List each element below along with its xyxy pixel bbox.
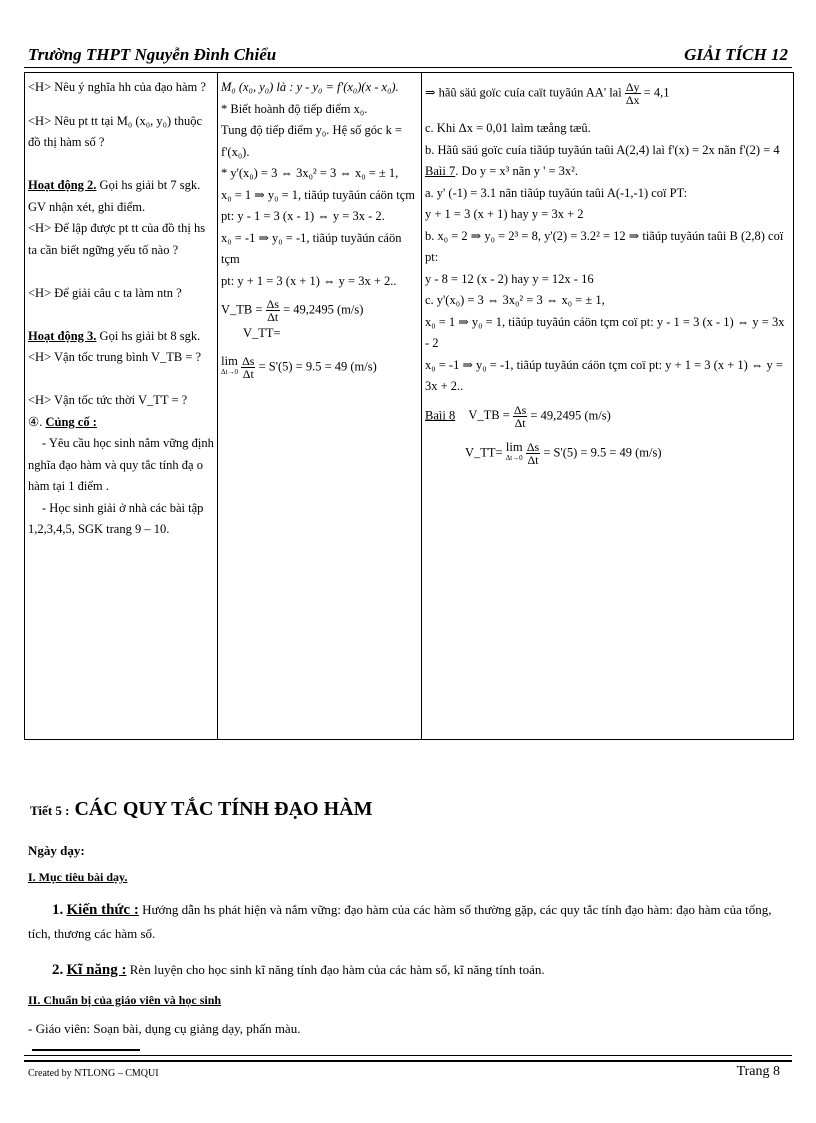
denominator: Δt xyxy=(242,366,254,381)
ds-dt-fraction xyxy=(513,404,527,429)
denominator: Δt xyxy=(527,452,539,467)
text-line: x₀ = -1 ⇒ y₀ = -1, tiãúp tuyãún cáön tçm coï pt: y + 1 = 3 (x + 1) ⇔ y = 3x + 2.. xyxy=(425,357,783,393)
denominator: Δx xyxy=(625,93,640,107)
circled-number: ④. xyxy=(28,414,43,429)
lim-subscript: Δt→0 xyxy=(221,368,238,376)
lim-subscript: Δt→0 xyxy=(505,454,523,462)
knowledge-num: 1. xyxy=(52,902,64,918)
ds-dt-fraction xyxy=(266,298,280,323)
footer-rule xyxy=(24,1055,792,1056)
teaching-date-label: Ngày dạy: xyxy=(28,843,85,858)
footer-author: Created by NTLONG – CMQUI xyxy=(28,1068,159,1079)
numerator: Δs xyxy=(513,402,527,417)
text-line: pt: y - 1 = 3 (x - 1) ⇔ y = 3x - 2. xyxy=(221,209,385,223)
vtb-label: V_TB = xyxy=(468,407,510,422)
text-line: * y'(x₀) = 3 ⇔ 3x₀² = 3 ⇔ x₀ = ± 1, xyxy=(221,166,399,180)
text-line: b. x₀ = 2 ⇒ y₀ = 2³ = 8, y'(2) = 3.2² = 12 ⇒ tiãúp tuyãún taûi B (2,8) coï pt: xyxy=(425,228,784,264)
exercise-8-label: Baìi 8 xyxy=(425,407,456,422)
text-line: Tung độ tiếp điểm y₀. Hệ số góc k = xyxy=(221,123,403,137)
numerator: Δy xyxy=(625,80,640,94)
section-preparation: II. Chuẩn bị của giáo viên và học sinh xyxy=(28,993,222,1007)
numerator: Δs xyxy=(266,297,279,311)
text-line: * Biết hoành độ tiếp điểm x₀. xyxy=(221,101,368,116)
question-line: <H> Để lập được pt tt của đồ thị hs xyxy=(28,221,206,235)
skills-label: Kĩ năng : xyxy=(66,962,127,978)
lesson-table xyxy=(24,72,794,740)
consolidation-line: nghĩa đạo hàm và quy tắc tính đạ o xyxy=(28,457,203,472)
activity-3-label: Hoạt động 3. xyxy=(28,328,97,343)
limit-symbol xyxy=(506,442,523,464)
vtb-value: = 49,2495 (m/s) xyxy=(530,407,611,422)
text-line: b. Hãû säú goïc cuía tiãúp tuyãún taûi A(2,4) laì f'(x) = 2x nãn f'(2) = 4 xyxy=(425,142,780,157)
question-line: <H> Nêu ý nghĩa hh của đạo hàm ? xyxy=(28,80,206,94)
vtb-label: V_TB = xyxy=(221,302,263,317)
header-rule xyxy=(24,67,792,68)
activity-3-line xyxy=(28,326,214,348)
numerator: Δs xyxy=(526,439,540,454)
footer-rule-thick xyxy=(24,1060,792,1062)
section-objectives: I. Mục tiêu bài dạy. xyxy=(28,870,128,884)
formula-line: M₀ (x₀, y₀) là : y - y₀ = f'(x₀)(x - x₀). xyxy=(221,80,399,94)
activity-2-line xyxy=(28,175,214,197)
knowledge-paragraph xyxy=(28,898,792,946)
teacher-activity-column xyxy=(25,73,218,740)
text-line: x₀ = -1 ⇒ y₀ = -1, tiãúp tuyãún cáön tçm xyxy=(221,230,402,266)
text-line: y - 8 = 12 (x - 2) hay y = 12x - 16 xyxy=(425,271,594,286)
question-line: <H> Vận tốc tức thời V_TT = ? xyxy=(28,393,188,407)
exercise-7-line xyxy=(425,161,790,183)
lim-text: lim xyxy=(221,354,238,368)
text-line: a. y' (-1) = 3.1 nãn tiãúp tuyãún taûi A(-1,-1) coï PT: xyxy=(425,185,688,200)
vtt-label: V_TT= xyxy=(243,326,281,340)
question-line: <H> Nêu pt tt tại M₀ (x₀, y₀) thuộc xyxy=(28,113,203,128)
ds-dt-fraction xyxy=(241,355,255,380)
vtt-value: = S'(5) = 9.5 = 49 (m/s) xyxy=(543,444,662,459)
school-name: Trường THPT Nguyễn Đình Chiểu xyxy=(28,45,277,64)
text-line: c. y'(x₀) = 3 ⇔ 3x₀² = 3 ⇔ x₀ = ± 1, xyxy=(425,293,605,307)
consolidation-line: 1,2,3,4,5, SGK trang 9 – 10. xyxy=(28,522,170,536)
consolidation-heading xyxy=(28,412,214,434)
question-line: ta cần biết ngững yếu tố nào ? xyxy=(28,242,179,257)
page-number: Trang 8 xyxy=(736,1064,780,1079)
exercise-8-vtt-line xyxy=(425,441,790,466)
secant-value: = 4,1 xyxy=(643,85,670,100)
instant-velocity-line xyxy=(221,355,418,380)
consolidation-line: hàm tại 1 điểm . xyxy=(28,479,109,493)
activity-line: GV nhận xét, ghi điểm. xyxy=(28,199,146,214)
teacher-preparation: - Giáo viên: Soạn bài, dụng cụ giảng dạy, phấn màu. xyxy=(28,1021,301,1036)
text-line: f'(x₀). xyxy=(221,144,250,159)
activity-2-label: Hoạt động 2. xyxy=(28,178,97,192)
knowledge-text: Hướng dẫn hs phát hiện và nắm vững: đạo hàm của các hàm số thường gặp, các quy tắc tính đạo hàm: đạo hàm của tổng, tích, thương các hàm số. xyxy=(28,902,772,941)
text-line: x₀ = 1 ⇒ y₀ = 1, tiãúp tuyãún cáön tçm coï pt: y - 1 = 3 (x - 1) ⇔ y = 3x - 2 xyxy=(425,314,785,350)
secant-text: ⇒ hãû säú goïc cuía caït tuyãún AA' laì xyxy=(425,85,622,100)
knowledge-label: Kiến thức : xyxy=(66,902,139,918)
question-line: đồ thị hàm số ? xyxy=(28,135,105,149)
activity-3-text: Gọi hs giải bt 8 sgk. xyxy=(96,328,201,343)
limit-symbol xyxy=(221,356,238,378)
consolidation-line: - Học sinh giải ở nhà các bài tập xyxy=(42,500,204,515)
activity-2-text: Gọi hs giải bt 7 sgk. xyxy=(96,178,201,192)
exercise-8-line xyxy=(425,404,790,429)
numerator: Δs xyxy=(242,353,255,368)
avg-velocity-line xyxy=(221,298,418,345)
student-activity-column xyxy=(218,73,422,740)
skills-text: Rèn luyện cho học sinh kĩ năng tính đạo hàm của các hàm số, kĩ năng tính toán. xyxy=(126,962,545,977)
lesson-title-text: CÁC QUY TẮC TÍNH ĐẠO HÀM xyxy=(74,798,373,820)
consolidation-line: - Yêu cầu học sinh nắm vững định xyxy=(42,436,214,450)
lesson-number: Tiết 5 : xyxy=(30,803,70,818)
lim-text: lim xyxy=(505,440,523,454)
skills-num: 2. xyxy=(52,962,64,978)
denominator: Δt xyxy=(267,310,279,324)
text-line: x₀ = 1 ⇒ y₀ = 1, tiãúp tuyãún cáön tçm xyxy=(221,187,416,202)
exercise-7-text: . Do y = x³ nãn y ' = 3x². xyxy=(455,164,579,178)
question-line: <H> Vận tốc trung bình V_TB = ? xyxy=(28,350,202,364)
footer-short-rule xyxy=(32,1049,140,1051)
question-line: <H> Để giải câu c ta làm ntn ? xyxy=(28,285,182,300)
vtb-value: = 49,2495 (m/s) xyxy=(283,302,364,317)
text-line: c. Khi Δx = 0,01 laìm tæång tæû. xyxy=(425,121,591,135)
vtt-value: = S'(5) = 9.5 = 49 (m/s) xyxy=(258,358,377,373)
ds-dt-fraction xyxy=(526,441,540,466)
secant-slope-line xyxy=(425,81,790,106)
skills-paragraph xyxy=(28,958,792,982)
dy-dx-fraction xyxy=(625,81,641,106)
consolidation-label: Củng cố : xyxy=(45,414,97,429)
lesson-title xyxy=(30,798,372,821)
text-line: pt: y + 1 = 3 (x + 1) ⇔ y = 3x + 2.. xyxy=(221,273,397,288)
text-line: y + 1 = 3 (x + 1) hay y = 3x + 2 xyxy=(425,207,584,221)
subject-title: GIẢI TÍCH 12 xyxy=(684,45,788,64)
vtt-label: V_TT= xyxy=(465,444,503,459)
denominator: Δt xyxy=(514,415,526,430)
content-column xyxy=(422,73,794,740)
exercise-7-label: Baìi 7 xyxy=(425,164,456,178)
